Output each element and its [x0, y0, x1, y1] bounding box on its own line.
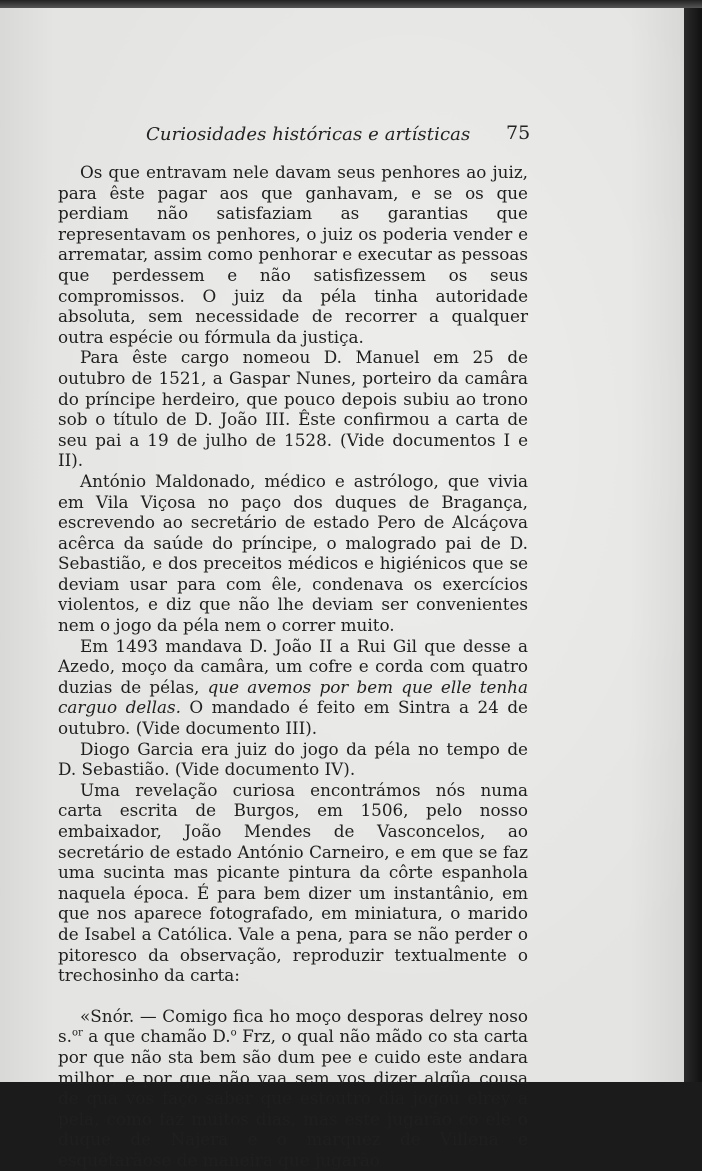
- paragraph-2: Para êste cargo nomeou D. Manuel em 25 de outubro de 1521, a Gaspar Nunes, porteiro da camâra do príncipe herdeiro, que pouco depois subiu ao trono sob o título de D. João III. Êste confirmou a carta de seu pai a 19 de julho de 1528. (Vide documentos I e II).: [58, 347, 528, 471]
- paragraph-5: Diogo Garcia era juiz do jogo da péla no tempo de D. Sebastião. (Vide documento IV).: [58, 738, 528, 780]
- quote-text-c: Frz, o qual não mãdo co sta carta por que não sta bem são dum pee e cuido este andara milhor, e por que não vaa sem vos dizer algũa cousa de qua vos faço saber que estoutro dia jogou elrey a pela, como faz muitos dias, mas este jugarão co ele o duque de Najera e o marquez de Villena e esquẽtarãose de maneira que jugarão: [58, 1026, 528, 1170]
- dark-scan-border-right: [684, 0, 702, 1082]
- paragraph-4-italic-quote: que avemos por bem que elle tenha carguo dellas.: [58, 676, 528, 718]
- body-text: [58, 162, 528, 1171]
- paragraph-1: Os que entravam nele davam seus penhores ao juiz, para êste pagar aos que ganhavam, e se os que perdiam não satisfaziam as garantias que representavam os penhores, o juiz os poderia vender e arrematar, assim como penhorar e executar as pessoas que perdessem e não satisfizessem os seus compromissos. O juiz da péla tinha autoridade absoluta, sem necessidade de recorrer a qualquer outra espécie ou fórmula da justiça.: [58, 162, 528, 347]
- dark-scan-border-top: [0, 0, 702, 8]
- quote-superscript-1: or: [71, 1027, 83, 1039]
- quote-superscript-2: o: [230, 1027, 237, 1039]
- paragraph-4: [58, 636, 528, 739]
- book-page: [0, 6, 684, 1170]
- paragraph-4-text-b: O mandado é feito em Sintra a 24 de outubro. (Vide documento III).: [58, 697, 528, 739]
- letter-quote: [58, 1006, 528, 1171]
- page-number: 75: [506, 122, 531, 144]
- quote-text-b: a que chamão D.: [82, 1026, 231, 1047]
- quote-text-a: «Snór. — Comigo fica ho moço desporas delrey noso s.: [58, 1005, 528, 1047]
- paragraph-6: Uma revelação curiosa encontrámos nós numa carta escrita de Burgos, em 1506, pelo nosso embaixador, João Mendes de Vasconcelos, ao secretário de estado António Carneiro, e em que se faz uma sucinta mas picante pintura da côrte espanhola naquela época. É para bem dizer um instantânio, em que nos aparece fotografado, em miniatura, o marido de Isabel a Católica. Vale a pena, para se não perder o pitoresco da observação, reproduzir textualmente o trechosinho da carta:: [58, 779, 528, 986]
- paragraph-3: António Maldonado, médico e astrólogo, que vivia em Vila Viçosa no paço dos duques de Bragança, escrevendo ao secretário de estado Pero de Alcáçova acêrca da saúde do príncipe, o malogrado pai de D. Sebastião, e dos preceitos médicos e higiénicos que se deviam usar para com êle, condenava os exercícios violentos, e diz que não lhe deviam ser convenientes nem o jogo da péla nem o correr muito.: [58, 470, 528, 636]
- running-title: Curiosidades históricas e artísticas: [146, 124, 471, 145]
- paragraph-4-text-a: Em 1493 mandava D. João II a Rui Gil que desse a Azedo, moço da camâra, um cofre e corda com quatro duzias de pélas,: [58, 635, 528, 697]
